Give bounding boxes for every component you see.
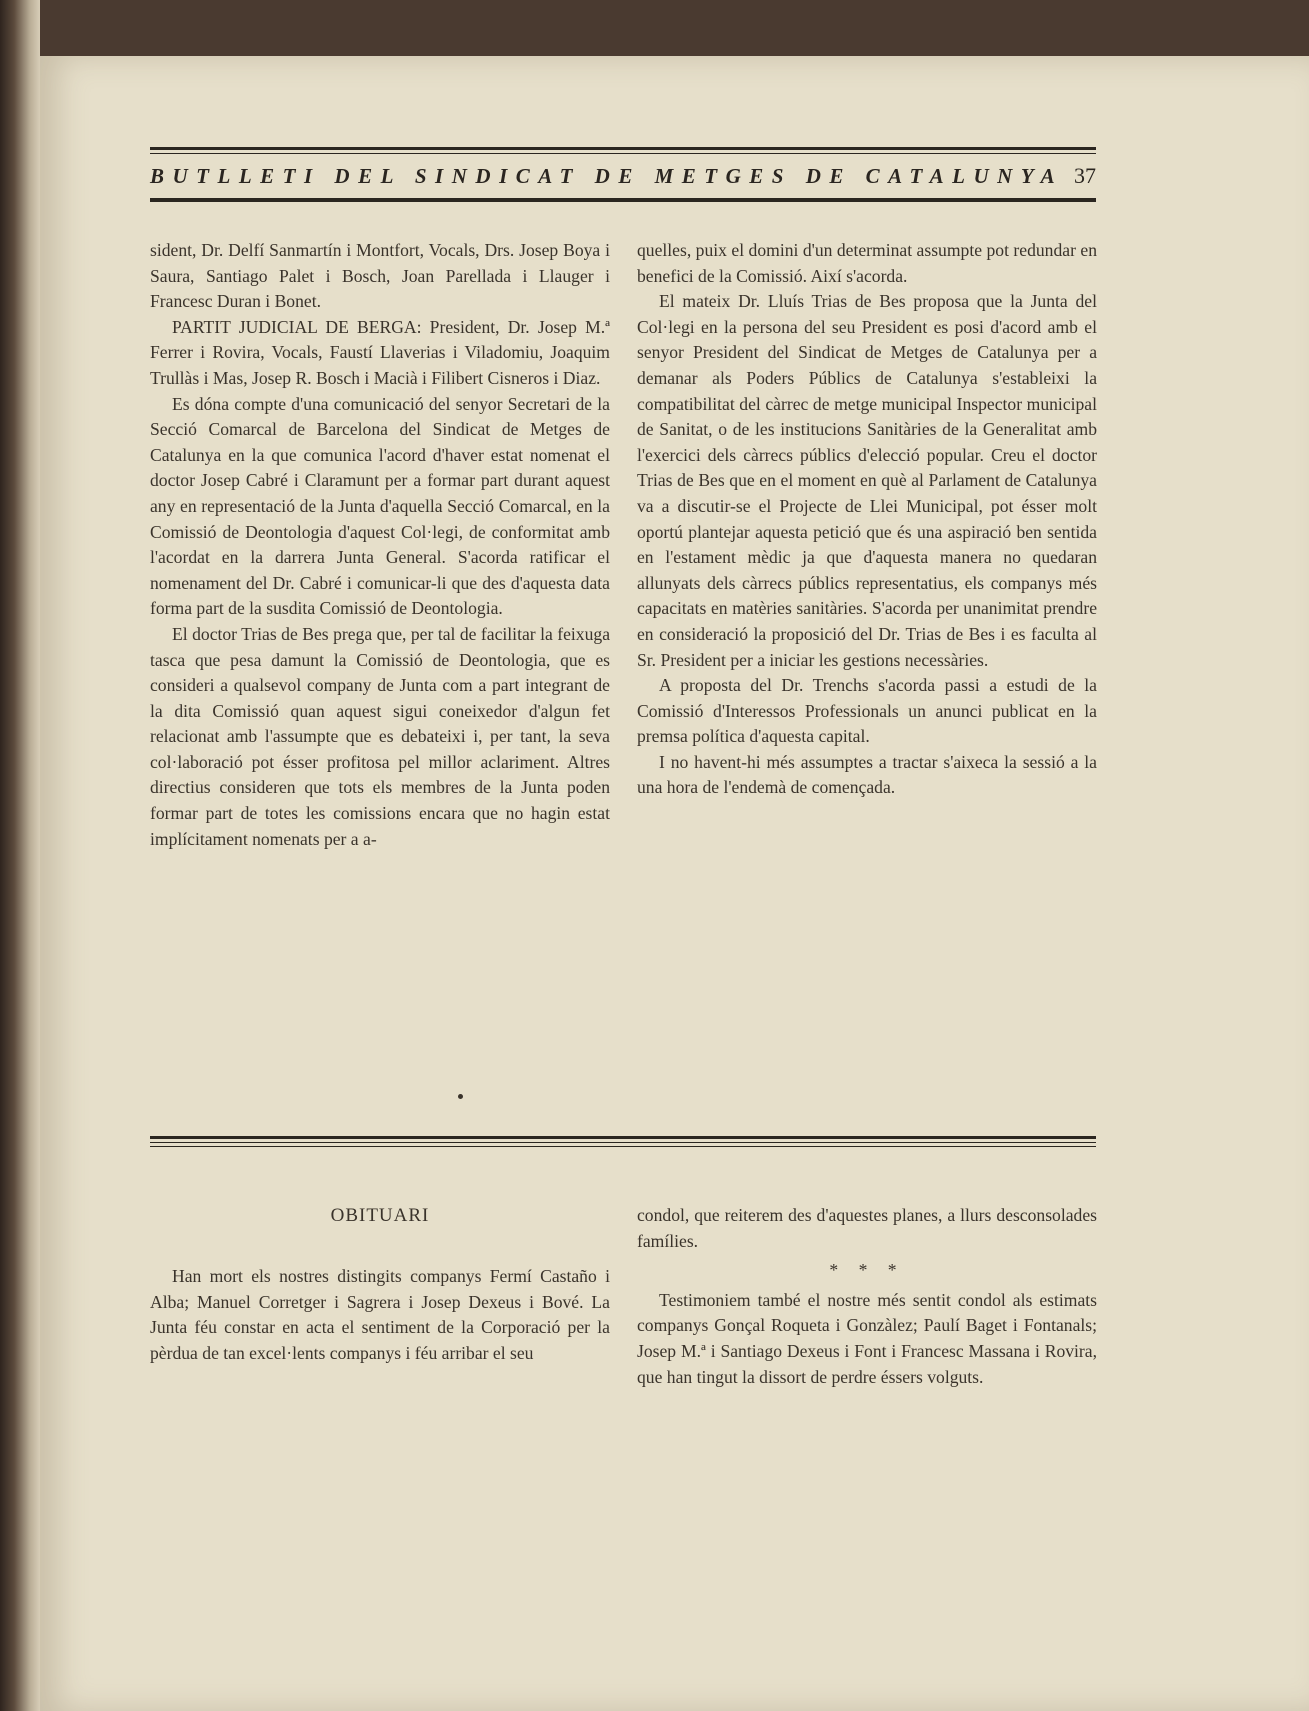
paragraph: Testimoniem també el nostre més sentit condol als estimats companys Gonçal Roqueta i Gonzàlez; Paulí Baget i Fontanals; Josep M.ª i Santiago Dexeus i Font i Francesc Massana i Rovira, que han tingut la dissort de perdre éssers volguts. [637, 1289, 1097, 1387]
paragraph: Han mort els nostres distingits companys Fermí Castaño i Alba; Manuel Corretger i Sagrera i Josep Dexeus i Bové. La Junta féu constar en acta el sentiment de la Corporació per la pèrdua de tan excel·lents companys i féu arribar el seu [150, 1266, 610, 1363]
journal-title: BUTLLETI DEL SINDICAT DE METGES DE CATALUNYA [150, 163, 1064, 188]
obituary-right-column [637, 1203, 1097, 1390]
header-top-rule [150, 147, 1096, 154]
paragraph: I no havent-hi més assumptes a tractar s'aixeca la sessió a la una hora de l'endemà de començada. [637, 751, 1097, 798]
header-bottom-rule [150, 195, 1096, 202]
ink-dot [458, 1094, 463, 1099]
right-column-top [637, 238, 1097, 801]
page-number: 37 [1074, 163, 1096, 188]
paragraph: PARTIT JUDICIAL DE BERGA: President, Dr. Josep M.ª Ferrer i Rovira, Vocals, Faustí Llaverias i Viladomiu, Joaquim Trullàs i Mas, Josep R. Bosch i Macià i Filibert Cisneros i Diaz. [150, 316, 610, 388]
section-divider-rule [150, 1136, 1096, 1147]
asterisk-separator: * * * [829, 1260, 905, 1281]
paragraph: El mateix Dr. Lluís Trias de Bes proposa que la Junta del Col·legi en la persona del seu President es posi d'acord amb el senyor President del Sindicat de Metges de Catalunya per a demanar als Poders Públics de Catalunya s'estableixi la compatibilitat del càrrec de metge municipal Inspector municipal de Sanitat, o de les institucions Sanitàries de la Generalitat amb l'exercici dels càrrecs públics d'elecció popular. Creu el doctor Trias de Bes que en el moment en què al Parlament de Catalunya va a discutir-se el Projecte de Llei Municipal, pot ésser molt oportú plantejar aquesta petició que és una aspiració ben sentida en l'estament mèdic ja que d'aquesta manera no quedaran allunyats dels càrrecs públics representatius, els companys més capacitats en matèries sanitàries. S'acorda per unanimitat prendre en consideració la proposició del Dr. Trias de Bes i es faculta al Sr. President per a iniciar les gestions necessàries. [637, 291, 1097, 670]
book-binding-shadow [0, 0, 40, 1711]
paragraph: Es dóna compte d'una comunicació del senyor Secretari de la Secció Comarcal de Barcelona del Sindicat de Metges de Catalunya en la que comunica l'acord d'haver estat nomenat el doctor Josep Cabré i Claramunt per a formar part durant aquest any en representació de la Junta d'aquella Secció Comarcal, en la Comissió de Deontologia d'aquest Col·legi, de conformitat amb l'acordat en la darrera Junta General. S'acorda ratificar el nomenament del Dr. Cabré i comunicar-li que des d'aquesta data forma part de la susdita Comissió de Deontologia. [150, 393, 610, 619]
paragraph: A proposta del Dr. Trenchs s'acorda passi a estudi de la Comissió d'Interessos Professionals un anunci publicat en la premsa política d'aquesta capital. [637, 675, 1097, 747]
running-header [150, 160, 1096, 192]
paragraph: El doctor Trias de Bes prega que, per tal de facilitar la feixuga tasca que pesa damunt la Comissió de Deontologia, que es consideri a qualsevol company de Junta com a part integrant de la dita Comissió quan aquest sigui coneixedor d'algun fet relacionat amb l'assumpte que es debateixi i, per tant, la seva col·laboració pot ésser profitosa pel millor aclariment. Altres directius consideren que tots els membres de la Junta poden formar part de totes les comissions encara que no hagin estat implícitament nomenats per a a- [150, 623, 610, 849]
obituary-left-column [150, 1264, 610, 1366]
paragraph: sident, Dr. Delfí Sanmartín i Montfort, Vocals, Drs. Josep Boya i Saura, Santiago Palet i Bosch, Joan Parellada i Llauger i Francesc Duran i Bonet. [150, 240, 610, 312]
section-title: OBITUARI [330, 1205, 430, 1226]
left-column-top [150, 238, 610, 852]
paragraph: condol, que reiterem des d'aquestes planes, a llurs desconsolades famílies. [637, 1205, 1097, 1251]
paragraph: quelles, puix el domini d'un determinat assumpte pot redundar en benefici de la Comissió. Així s'acorda. [637, 240, 1097, 286]
